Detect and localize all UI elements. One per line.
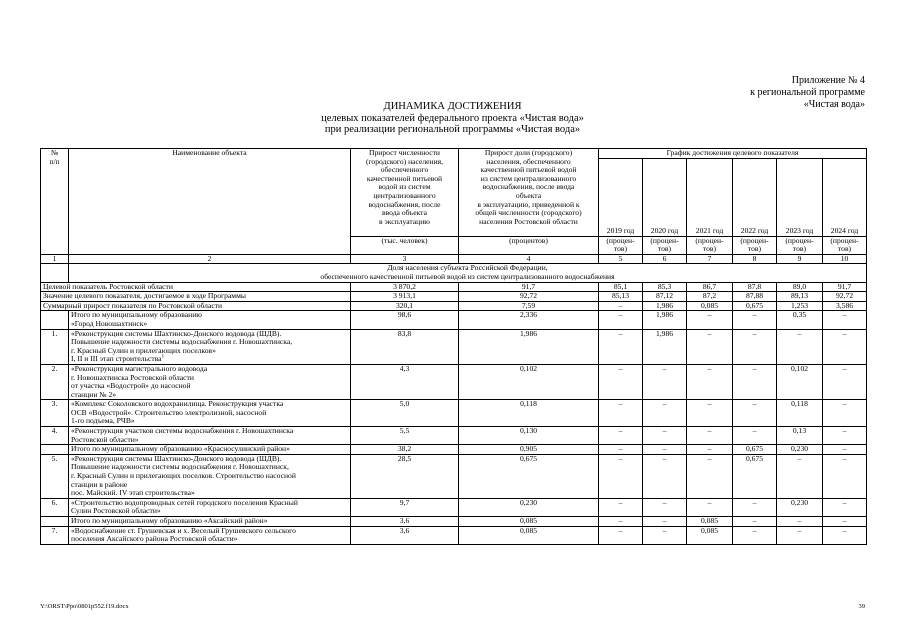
year-value: 87,12 [643,292,687,302]
unit-year: (процен- тов) [733,236,777,254]
column-number: 10 [823,254,867,264]
year-value: – [733,400,777,427]
year-value: 0,675 [733,445,777,455]
year-value: – [733,364,777,399]
object-name [69,311,351,329]
share-value: 2,336 [459,311,599,329]
unit-year: (процен- тов) [599,236,643,254]
object-name-text: «Комплекс Соколовского водохранилища. Реконструкция участка ОСВ «Водострой». Строительство электролизной, насосной 1-го подъема, РЧВ» [71,399,284,426]
year-value: 0,675 [733,301,777,311]
year-value: 92,72 [823,292,867,302]
share-value: 0,118 [459,400,599,427]
year-value: – [823,329,867,364]
footnote-mark: 1 [161,354,165,360]
year-value: 85,1 [599,282,643,292]
population-value: 320,1 [351,301,459,311]
object-name-text: «Строительство водопроводных сетей городского поселения Красный Сулин Ростовской области» [71,498,298,516]
year-value: – [599,311,643,329]
object-name-text: Итого по муниципальному образованию «Аксайский район» [71,516,268,525]
population-value: 38,2 [351,445,459,455]
year-value: 85,3 [643,282,687,292]
year-value: 87,2 [687,292,733,302]
year-value: – [823,400,867,427]
year-value: – [599,526,643,544]
object-row [41,427,867,445]
unit-year: (процен- тов) [777,236,823,254]
population-value: 4,3 [351,364,459,399]
year-value: 89,0 [777,282,823,292]
object-name-text: Итого по муниципальному образованию «Город Новошахтинск» [71,310,202,328]
header-population: Прирост численности (городского) населения, обеспеченного качественной питьевой водой из систем централизованного водоснабжения, после ввода объекта в эксплуатацию [351,149,459,237]
unit-year: (процен- тов) [823,236,867,254]
header-share: Прирост доли (городского) населения, обеспеченного качественной питьевой водой из систем централизованного водоснабжения, после ввода объекта в эксплуатацию, приведенной к общей численности (городского) населения Ростовской области [459,149,599,237]
share-value: 0,675 [459,454,599,498]
header-row [41,149,867,159]
year-value: – [823,445,867,455]
header-num: № п/п [41,149,69,255]
year-value: – [643,498,687,516]
year-value: 0,230 [777,498,823,516]
object-name [69,364,351,399]
population-value: 3 870,2 [351,282,459,292]
title-line: при реализации региональной программы «Чистая вода» [324,124,581,135]
year-value: – [599,400,643,427]
object-name [69,454,351,498]
row-number: 6. [41,498,69,516]
year-value: – [687,311,733,329]
population-value: 5,0 [351,400,459,427]
header-schedule: График достижения целевого показателя [599,149,867,159]
object-name-text: «Водоснабжение ст. Грушевская и х. Веселый Грушевского сельского поселения Аксайского района Ростовской области» [71,526,296,544]
year-2019: 2019 год [599,158,643,236]
year-value: – [777,526,823,544]
year-value: – [643,427,687,445]
year-value: – [599,427,643,445]
year-value: 1,253 [777,301,823,311]
population-value: 3,6 [351,517,459,527]
document-title [0,101,905,136]
row-number: 5. [41,454,69,498]
page-number: 39 [858,603,865,610]
year-value: – [777,517,823,527]
summary-row [41,301,867,311]
share-value: 0,905 [459,445,599,455]
object-name [69,329,351,364]
column-number: 5 [599,254,643,264]
title-line: целевых показателей федерального проекта «Чистая вода» [321,112,584,124]
year-2024: 2024 год [823,158,867,236]
year-value: – [643,364,687,399]
year-value: – [823,526,867,544]
row-number: 4. [41,427,69,445]
object-name-text: «Реконструкция системы Шахтинско-Донского водовода (ШДВ). Повышение надежности системы водоснабжения г. Новошахтинска, г. Красный Сулин и прилегающих поселков» I, II и III этап строительства [71,329,293,364]
year-2020: 2020 год [643,158,687,236]
year-value: – [823,498,867,516]
year-value: – [599,517,643,527]
object-name [69,427,351,445]
title-line: ДИНАМИКА ДОСТИЖЕНИЯ [383,101,522,112]
object-name [69,498,351,516]
share-value: 0,085 [459,517,599,527]
year-value: – [643,445,687,455]
share-value: 92,72 [459,292,599,302]
year-value: – [599,329,643,364]
summary-row [41,282,867,292]
object-name [69,445,351,455]
year-value: – [687,329,733,364]
object-row [41,498,867,516]
column-number: 9 [777,254,823,264]
appendix-line: «Чистая вода» [803,99,865,110]
year-value: – [823,427,867,445]
year-value: – [687,364,733,399]
year-value: – [823,364,867,399]
year-value: – [643,517,687,527]
year-value: – [599,498,643,516]
year-2023: 2023 год [777,158,823,236]
row-number: 1. [41,329,69,364]
object-name [69,526,351,544]
share-value: 0,230 [459,498,599,516]
section-title-row [41,264,867,282]
unit-year: (процен- тов) [687,236,733,254]
year-value: – [733,526,777,544]
year-value: – [599,445,643,455]
year-value: 0,085 [687,526,733,544]
year-value: 87,88 [733,292,777,302]
object-row [41,329,867,364]
year-value: – [733,329,777,364]
year-value: 86,7 [687,282,733,292]
population-value: 9,7 [351,498,459,516]
year-value: 0,102 [777,364,823,399]
population-value: 3 913,1 [351,292,459,302]
year-value: – [687,454,733,498]
summary-label: Значение целевого показателя, достигаемое в ходе Программы [41,292,351,302]
column-number: 4 [459,254,599,264]
year-value: – [823,517,867,527]
year-value: – [687,400,733,427]
year-value: 3,586 [823,301,867,311]
year-value: 87,8 [733,282,777,292]
population-value: 98,6 [351,311,459,329]
column-number: 7 [687,254,733,264]
population-value: 5,5 [351,427,459,445]
year-value: 91,7 [823,282,867,292]
year-value: 0,085 [687,301,733,311]
year-value: 0,35 [777,311,823,329]
year-value: – [823,454,867,498]
year-value: 1,986 [643,301,687,311]
column-number: 1 [41,254,69,264]
row-number: 2. [41,364,69,399]
section-title: Доля населения субъекта Российской Федерации, обеспеченного качественной питьевой водой из систем централизованного водоснабжения [69,264,867,282]
year-value: – [733,517,777,527]
population-value: 3,6 [351,526,459,544]
object-name [69,400,351,427]
object-row [41,400,867,427]
year-value: – [733,498,777,516]
year-value: 1,986 [643,311,687,329]
unit-population: (тыс. человек) [351,236,459,254]
year-value: – [777,454,823,498]
year-value: 1,986 [643,329,687,364]
year-value: – [599,364,643,399]
appendix-line: к региональной программе [750,87,865,98]
year-value: – [643,526,687,544]
year-value: – [687,498,733,516]
year-value: 89,13 [777,292,823,302]
share-value: 0,085 [459,526,599,544]
share-value: 0,102 [459,364,599,399]
object-row [41,364,867,399]
year-value: – [643,400,687,427]
object-row [41,445,867,455]
summary-label: Целевой показатель Ростовской области [41,282,351,292]
object-name-text: «Реконструкция участков системы водоснабжения г. Новошахтинска Ростовской области» [71,426,294,444]
appendix-line: Приложение № 4 [791,75,865,86]
year-value: – [687,427,733,445]
object-name-text: Итого по муниципальному образованию «Красносулинский район» [71,444,290,454]
column-number: 8 [733,254,777,264]
year-value: – [599,454,643,498]
column-number: 3 [351,254,459,264]
row-number [41,311,69,329]
population-value: 83,8 [351,329,459,364]
share-value: 0,130 [459,427,599,445]
year-value: – [687,445,733,455]
row-number [41,517,69,527]
object-row [41,454,867,498]
header-name: Наименование объекта [69,149,351,255]
year-2021: 2021 год [687,158,733,236]
unit-year: (процен- тов) [643,236,687,254]
summary-row [41,292,867,302]
year-value: – [823,311,867,329]
share-value: 91,7 [459,282,599,292]
year-value: 85,13 [599,292,643,302]
year-value: – [777,329,823,364]
file-path-footer: Y:\ORST\Ppo\0801p552.f19.docx [40,603,129,610]
row-number: 7. [41,526,69,544]
column-number: 2 [69,254,351,264]
object-name-text: «Реконструкция магистрального водовода г. Новошахтинска Ростовской области от участка «Водострой» до насосной станции № 2» [71,364,208,399]
share-value: 1,986 [459,329,599,364]
year-value: 0,13 [777,427,823,445]
column-numbers-row [41,254,867,264]
object-row [41,517,867,527]
year-value: – [733,311,777,329]
object-row [41,526,867,544]
object-row [41,311,867,329]
year-value: – [733,427,777,445]
population-value: 28,5 [351,454,459,498]
object-name [69,517,351,527]
year-value: – [599,301,643,311]
year-value: 0,118 [777,400,823,427]
summary-label: Суммарный прирост показателя по Ростовской области [41,301,351,311]
year-value: 0,230 [777,445,823,455]
unit-share: (процентов) [459,236,599,254]
year-value: 0,085 [687,517,733,527]
year-2022: 2022 год [733,158,777,236]
row-number [41,445,69,455]
year-value: – [643,454,687,498]
year-value: 0,675 [733,454,777,498]
indicators-table [40,148,867,545]
row-number: 3. [41,400,69,427]
column-number: 6 [643,254,687,264]
object-name-text: «Реконструкция системы Шахтинско-Донского водовода (ШДВ). Повышение надежности системы водоснабжения г. Новошахтинск, г. Красный Сулин и прилегающих поселков. Строительство насосной станции в районе пос. Майский. IV этап строительства» [71,454,296,498]
share-value: 7,59 [459,301,599,311]
